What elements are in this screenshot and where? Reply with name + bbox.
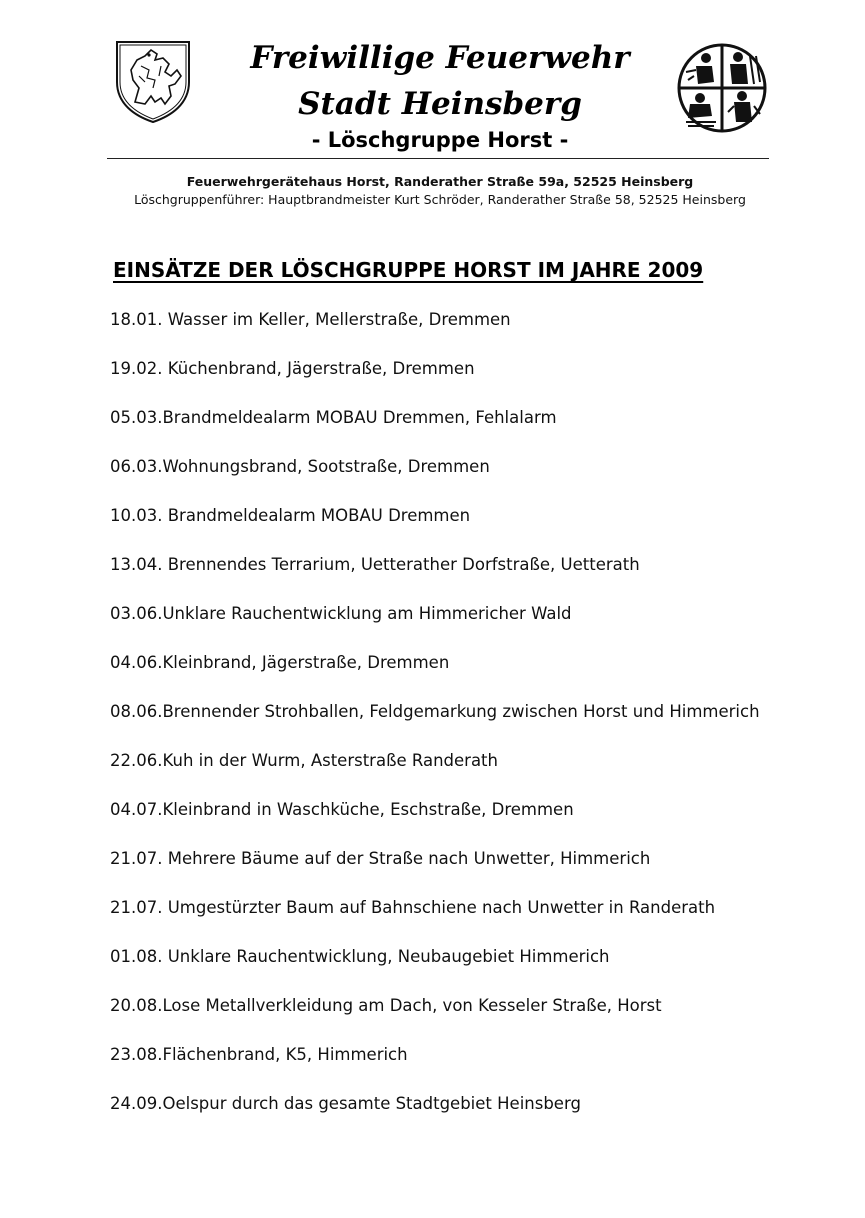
incident-text: Flächenbrand, K5, Himmerich bbox=[162, 1045, 408, 1064]
incident-text: Oelspur durch das gesamte Stadtgebiet Heinsberg bbox=[162, 1094, 581, 1113]
incident-entry bbox=[110, 1045, 408, 1064]
incident-text: Unklare Rauchentwicklung, Neubaugebiet Himmerich bbox=[167, 947, 610, 966]
incident-entry bbox=[110, 1094, 581, 1113]
incident-text: Brennendes Terrarium, Uetterather Dorfstraße, Uetterath bbox=[167, 555, 640, 574]
incident-entry bbox=[110, 604, 572, 623]
brigade-title: Freiwillige Feuerwehr bbox=[250, 40, 630, 76]
incident-date: 18.01. bbox=[110, 310, 163, 329]
city-title: Stadt Heinsberg bbox=[298, 86, 582, 122]
incident-entry bbox=[110, 751, 498, 770]
list-heading: EINSÄTZE DER LÖSCHGRUPPE HORST IM JAHRE 2009 bbox=[113, 258, 704, 282]
incident-date: 22.06. bbox=[110, 751, 163, 770]
incident-date: 20.08. bbox=[110, 996, 163, 1015]
incident-text: Brennender Strohballen, Feldgemarkung zwischen Horst und Himmerich bbox=[162, 702, 760, 721]
incident-date: 04.07. bbox=[110, 800, 163, 819]
incident-date: 10.03. bbox=[110, 506, 163, 525]
incident-entry bbox=[110, 408, 557, 427]
incident-entry bbox=[110, 506, 470, 525]
incident-date: 23.08. bbox=[110, 1045, 163, 1064]
incident-text: Brandmeldealarm MOBAU Dremmen, Fehlalarm bbox=[162, 408, 557, 427]
incident-date: 06.03. bbox=[110, 457, 163, 476]
incident-date: 04.06. bbox=[110, 653, 163, 672]
incident-text: Brandmeldealarm MOBAU Dremmen bbox=[167, 506, 471, 525]
incident-text: Wasser im Keller, Mellerstraße, Dremmen bbox=[167, 310, 511, 329]
incident-date: 08.06. bbox=[110, 702, 163, 721]
header-divider bbox=[107, 158, 769, 159]
incident-text: Umgestürzter Baum auf Bahnschiene nach Unwetter in Randerath bbox=[167, 898, 716, 917]
incident-date: 13.04. bbox=[110, 555, 163, 574]
incident-date: 03.06. bbox=[110, 604, 163, 623]
incident-entry bbox=[110, 653, 449, 672]
incident-date: 21.07. bbox=[110, 849, 163, 868]
incident-entry bbox=[110, 996, 662, 1015]
incident-text: Unklare Rauchentwicklung am Himmericher Wald bbox=[162, 604, 572, 623]
station-address: Feuerwehrgerätehaus Horst, Randerather Straße 59a, 52525 Heinsberg bbox=[186, 174, 694, 189]
incident-text: Küchenbrand, Jägerstraße, Dremmen bbox=[167, 359, 475, 378]
incident-text: Kleinbrand in Waschküche, Eschstraße, Dremmen bbox=[162, 800, 574, 819]
incident-text: Kleinbrand, Jägerstraße, Dremmen bbox=[162, 653, 450, 672]
incident-text: Mehrere Bäume auf der Straße nach Unwetter, Himmerich bbox=[167, 849, 651, 868]
incident-entry bbox=[110, 898, 715, 917]
incident-date: 01.08. bbox=[110, 947, 163, 966]
incident-date: 05.03. bbox=[110, 408, 163, 427]
incident-text: Wohnungsbrand, Sootstraße, Dremmen bbox=[162, 457, 490, 476]
incident-date: 19.02. bbox=[110, 359, 163, 378]
incident-text: Kuh in der Wurm, Asterstraße Randerath bbox=[162, 751, 498, 770]
incident-entry bbox=[110, 800, 574, 819]
incident-entry bbox=[110, 947, 610, 966]
incident-entry bbox=[110, 359, 475, 378]
group-leader-line: Löschgruppenführer: Hauptbrandmeister Kurt Schröder, Randerather Straße 58, 52525 Heinsberg bbox=[134, 192, 746, 207]
incident-text: Lose Metallverkleidung am Dach, von Kesseler Straße, Horst bbox=[162, 996, 662, 1015]
incident-entry bbox=[110, 555, 640, 574]
incident-entry bbox=[110, 849, 650, 868]
fire-service-emblem-icon bbox=[676, 42, 768, 134]
incident-entry bbox=[110, 702, 760, 721]
incident-date: 21.07. bbox=[110, 898, 163, 917]
incident-entry bbox=[110, 457, 490, 476]
unit-subtitle: - Löschgruppe Horst - bbox=[311, 128, 569, 152]
coat-of-arms-lion-icon bbox=[111, 36, 195, 124]
incident-entry bbox=[110, 310, 511, 329]
incident-date: 24.09. bbox=[110, 1094, 163, 1113]
